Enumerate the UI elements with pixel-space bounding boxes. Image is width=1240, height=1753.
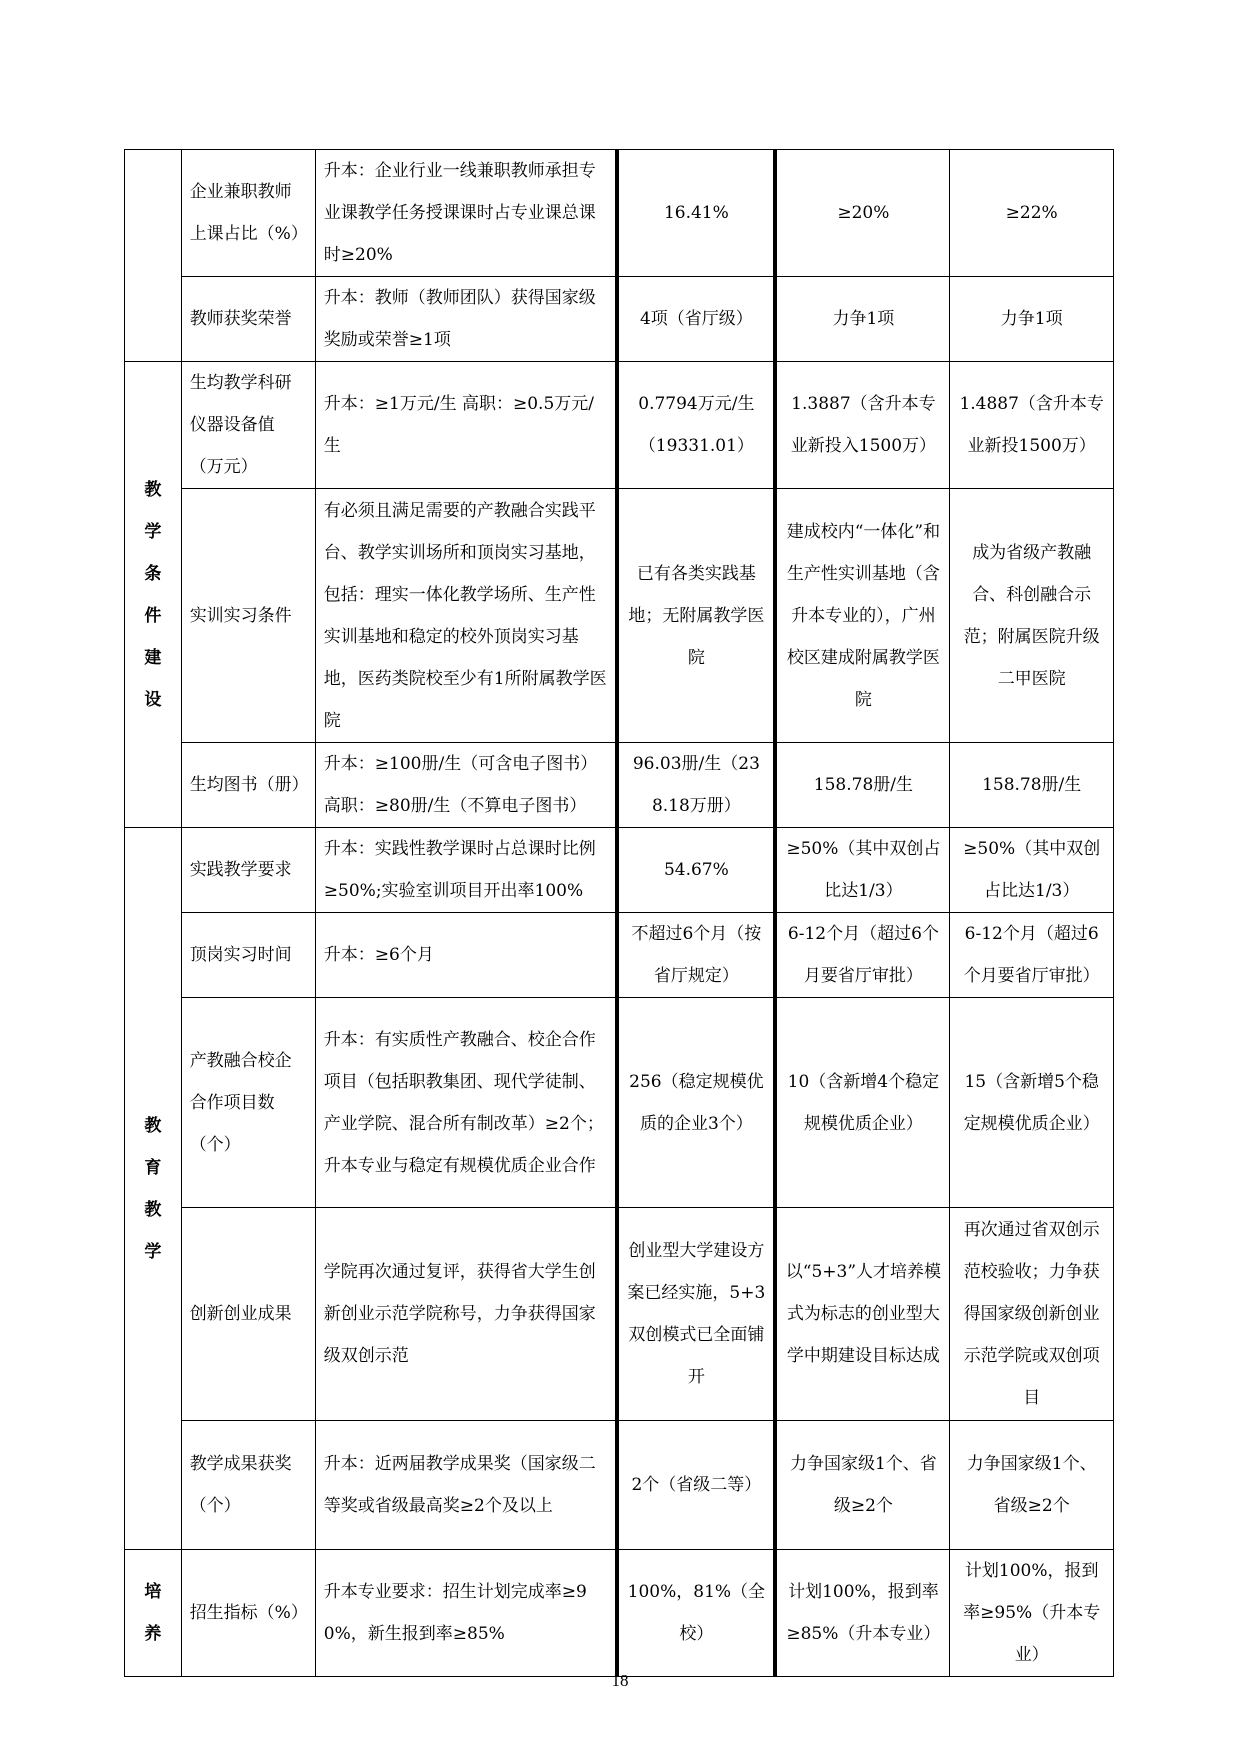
standard-cell: 升本：教师（教师团队）获得国家级奖励或荣誉≥1项	[315, 277, 617, 362]
page-number: 18	[611, 1671, 629, 1690]
table-row	[125, 150, 1114, 277]
current-cell: 96.03册/生（238.18万册）	[617, 743, 775, 828]
table-row	[125, 998, 1114, 1208]
standard-cell: 有必须且满足需要的产教融合实践平台、教学实训场所和顶岗实习基地，包括：理实一体化教学场所、生产性实训基地和稳定的校外顶岗实习基地，医药类院校至少有1所附属教学医院	[315, 489, 617, 743]
indicator-cell: 实践教学要求	[181, 828, 315, 913]
target1-cell: ≥50%（其中双创占比达1/3）	[775, 828, 949, 913]
table-row	[125, 1208, 1114, 1421]
table-row	[125, 362, 1114, 489]
current-cell: 54.67%	[617, 828, 775, 913]
table-row	[125, 277, 1114, 362]
current-cell: 不超过6个月（按省厅规定）	[617, 913, 775, 998]
target2-cell: 1.4887（含升本专业新投1500万）	[950, 362, 1114, 489]
table-row	[125, 913, 1114, 998]
indicator-cell: 教师获奖荣誉	[181, 277, 315, 362]
standard-cell: 升本：≥6个月	[315, 913, 617, 998]
category-cell: 教学条件建设	[125, 362, 182, 828]
table-row	[125, 1550, 1114, 1677]
target2-cell: 计划100%，报到率≥95%（升本专业）	[950, 1550, 1114, 1677]
current-cell: 已有各类实践基地；无附属教学医院	[617, 489, 775, 743]
standard-cell: 升本：实践性教学课时占总课时比例≥50%;实验室训项目开出率100%	[315, 828, 617, 913]
target1-cell: 建成校内“一体化”和生产性实训基地（含升本专业的），广州校区建成附属教学医院	[775, 489, 949, 743]
target1-cell: 1.3887（含升本专业新投入1500万）	[775, 362, 949, 489]
indicator-cell: 教学成果获奖（个）	[181, 1421, 315, 1550]
standard-cell: 升本：有实质性产教融合、校企合作项目（包括职教集团、现代学徒制、产业学院、混合所有制改革）≥2个；升本专业与稳定有规模优质企业合作	[315, 998, 617, 1208]
target2-cell: ≥50%（其中双创占比达1/3）	[950, 828, 1114, 913]
target1-cell: ≥20%	[775, 150, 949, 277]
table-row	[125, 489, 1114, 743]
indicator-cell: 实训实习条件	[181, 489, 315, 743]
target1-cell: 力争1项	[775, 277, 949, 362]
category-cell	[125, 150, 182, 362]
standard-cell: 升本：近两届教学成果奖（国家级二等奖或省级最高奖≥2个及以上	[315, 1421, 617, 1550]
standard-cell: 升本：企业行业一线兼职教师承担专业课教学任务授课课时占专业课总课时≥20%	[315, 150, 617, 277]
target2-cell: 158.78册/生	[950, 743, 1114, 828]
table-row	[125, 1421, 1114, 1550]
table-row	[125, 743, 1114, 828]
target2-cell: 成为省级产教融合、科创融合示范；附属医院升级二甲医院	[950, 489, 1114, 743]
category-cell: 培养	[125, 1550, 182, 1677]
indicator-cell: 生均图书（册）	[181, 743, 315, 828]
current-cell: 0.7794万元/生（19331.01）	[617, 362, 775, 489]
indicator-cell: 创新创业成果	[181, 1208, 315, 1421]
target2-cell: 15（含新增5个稳定规模优质企业）	[950, 998, 1114, 1208]
target1-cell: 158.78册/生	[775, 743, 949, 828]
indicator-cell: 产教融合校企合作项目数（个）	[181, 998, 315, 1208]
category-cell: 教育教学	[125, 828, 182, 1550]
target2-cell: 6-12个月（超过6个月要省厅审批）	[950, 913, 1114, 998]
current-cell: 2个（省级二等）	[617, 1421, 775, 1550]
standard-cell: 学院再次通过复评，获得省大学生创新创业示范学院称号，力争获得国家级双创示范	[315, 1208, 617, 1421]
indicator-cell: 企业兼职教师上课占比（%）	[181, 150, 315, 277]
current-cell: 100%，81%（全校）	[617, 1550, 775, 1677]
current-cell: 4项（省厅级）	[617, 277, 775, 362]
standard-cell: 升本：≥100册/生（可含电子图书）高职：≥80册/生（不算电子图书）	[315, 743, 617, 828]
indicator-table	[124, 149, 1114, 1677]
table-row	[125, 828, 1114, 913]
indicator-cell: 生均教学科研仪器设备值（万元）	[181, 362, 315, 489]
current-cell: 16.41%	[617, 150, 775, 277]
target2-cell: ≥22%	[950, 150, 1114, 277]
target2-cell: 再次通过省双创示范校验收；力争获得国家级创新创业示范学院或双创项目	[950, 1208, 1114, 1421]
current-cell: 创业型大学建设方案已经实施，5+3双创模式已全面铺开	[617, 1208, 775, 1421]
target2-cell: 力争1项	[950, 277, 1114, 362]
standard-cell: 升本：≥1万元/生 高职：≥0.5万元/生	[315, 362, 617, 489]
target1-cell: 以“5+3”人才培养模式为标志的创业型大学中期建设目标达成	[775, 1208, 949, 1421]
target1-cell: 力争国家级1个、省级≥2个	[775, 1421, 949, 1550]
indicator-cell: 顶岗实习时间	[181, 913, 315, 998]
target2-cell: 力争国家级1个、省级≥2个	[950, 1421, 1114, 1550]
indicator-cell: 招生指标（%）	[181, 1550, 315, 1677]
target1-cell: 计划100%，报到率≥85%（升本专业）	[775, 1550, 949, 1677]
target1-cell: 10（含新增4个稳定规模优质企业）	[775, 998, 949, 1208]
standard-cell: 升本专业要求：招生计划完成率≥90%，新生报到率≥85%	[315, 1550, 617, 1677]
current-cell: 256（稳定规模优质的企业3个）	[617, 998, 775, 1208]
target1-cell: 6-12个月（超过6个月要省厅审批）	[775, 913, 949, 998]
